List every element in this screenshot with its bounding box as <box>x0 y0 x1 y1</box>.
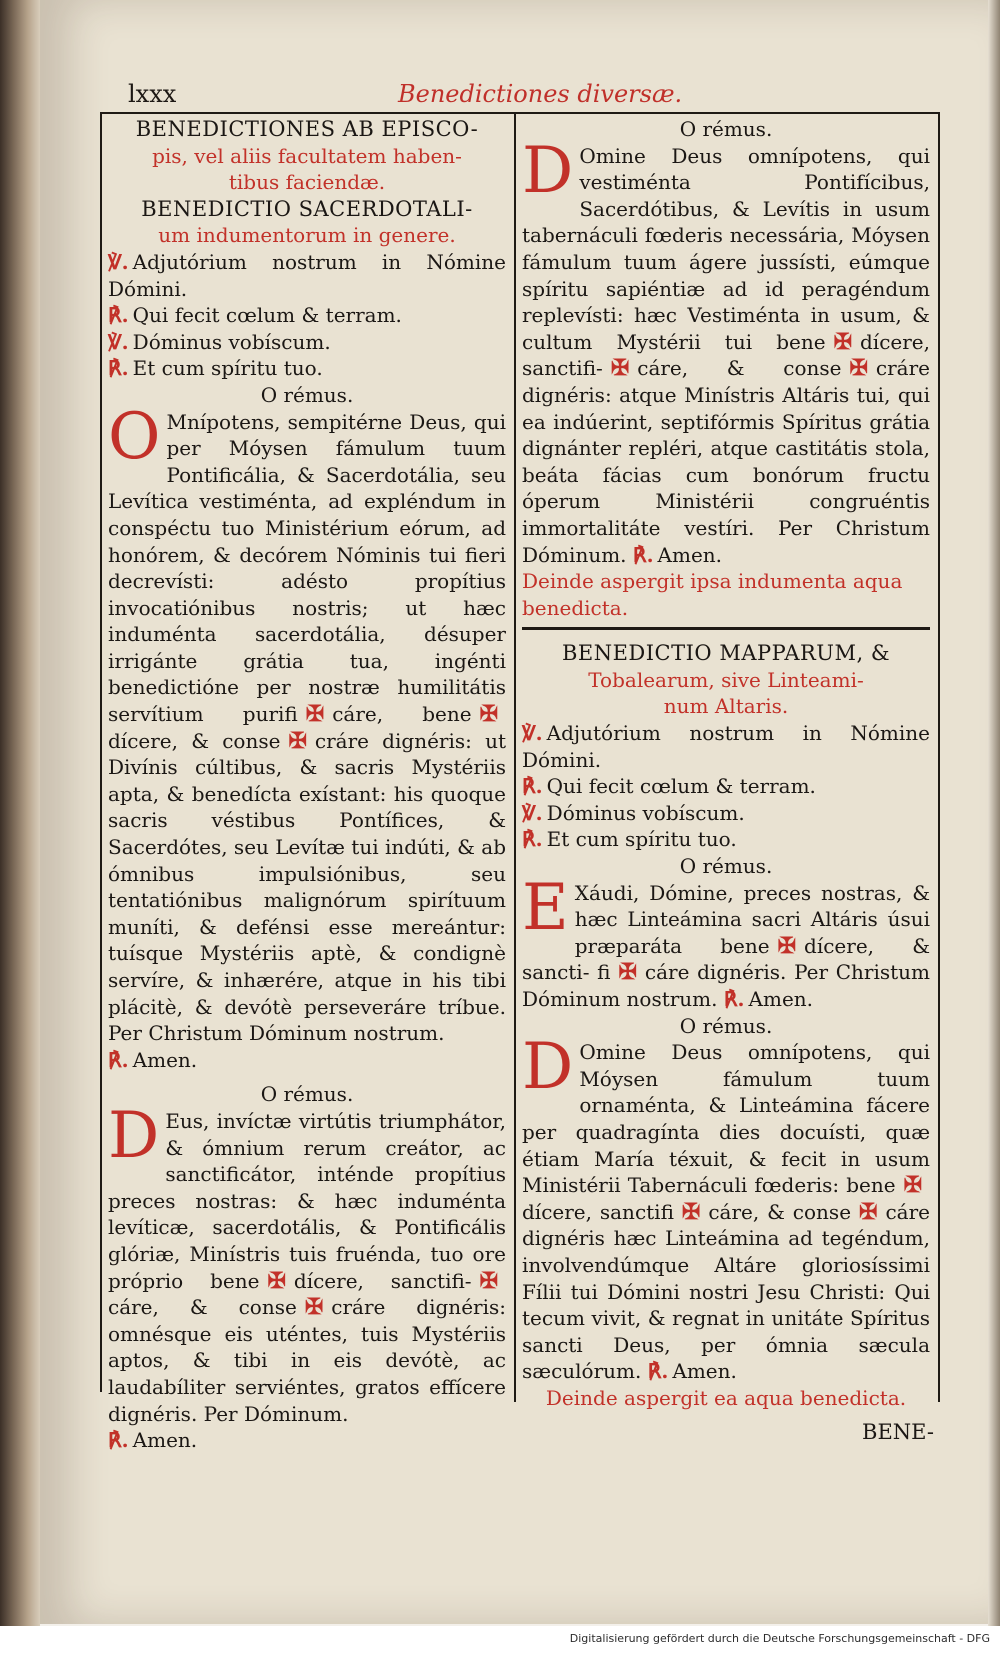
cross-icon: ✠ <box>618 959 637 986</box>
response-symbol: ℟. <box>522 774 543 799</box>
response-symbol: ℟. <box>108 303 129 328</box>
versicle: ℣. Dóminus vobíscum. <box>108 329 331 354</box>
prayer-text: D Eus, invíctæ virtútis triumphátor, & ómnium rerum creátor, ac sanctificátor, inténde propítius preces nostras: & hæc induménta levíticæ, sacerdotális, & Pontificális glóriæ, Minístris tuis fruénda, tuo ore próprio bene ✠ dícere, sanctifi- ✠cáre, & conse ✠ cráre dignéris: omnésque eis uténtes, tuis Mystériis aptos, & tibi in eis devótè, ac laudabíliter serviéntes, gratos effícere dignéris. Per Dóminum. <box>108 1098 506 1426</box>
blessing-title-rubric: um indumentorum in genere. <box>158 223 456 248</box>
response: ℟. Amen. <box>108 1428 198 1453</box>
prayer-text: D Omine Deus omnípotens, qui Móysen fámulum tuum ornaménta, & Linteámina fácere per quadragínta dies docuísti, quæ étiam María téxuit, & fecit in usum Ministérii Tabernáculi fœderis: bene ✠dícere, sanctifi ✠ cáre, & conse ✠ cáre dignéris hæc Linteámina ad tegéndum, involvendúmque Altáre gloriosíssimi Fílii tui Dómini nostri Jesu Christi: Qui tecum vivit, & regnat in unitáte Spíritus sancti Deus, per ómnia sæcula sæculórum. ℟. Amen. <box>522 1030 930 1384</box>
running-head <box>128 80 968 112</box>
section-heading: BENEDICTIONES AB EPISCO- <box>135 117 479 141</box>
rubric-instruction: Deinde aspergit ipsa indumenta aqua benedicta. <box>522 569 903 620</box>
response-symbol: ℟. <box>108 1428 129 1453</box>
response: ℟. Qui fecit cœlum & terram. <box>522 774 816 799</box>
blessing-title-rubric: Tobalearum, sive Linteami- <box>588 667 864 692</box>
oremus-heading: O rémus. <box>679 854 773 879</box>
drop-capital: E <box>522 870 569 945</box>
cross-icon: ✠ <box>305 701 325 728</box>
cross-icon: ✠ <box>777 932 797 959</box>
cross-icon: ✠ <box>288 727 307 754</box>
column-divider <box>514 112 516 1402</box>
cross-icon: ✠ <box>833 328 852 355</box>
response: ℟. Et cum spíritu tuo. <box>522 827 737 852</box>
prayer-text: E Xáudi, Dómine, preces nostras, & hæc Linteámina sacri Altáris úsui præparáta bene ✠ dícere, & sancti- fi ✠ cáre dignéris. Per Christum Dóminum nostrum. ℟. Amen. <box>522 870 931 1011</box>
cross-icon: ✠ <box>903 1172 922 1199</box>
right-border <box>938 112 940 1402</box>
left-column <box>108 116 506 1454</box>
response-symbol: ℟. <box>632 542 654 567</box>
left-border <box>100 112 102 1392</box>
response-symbol: ℟. <box>108 356 129 381</box>
digitization-footer <box>0 1626 1000 1654</box>
cross-icon: ✠ <box>479 1267 498 1294</box>
cross-icon: ✠ <box>681 1198 701 1225</box>
response-symbol: ℟. <box>522 827 543 852</box>
versicle: ℣. Adjutórium nostrum in Nómine Dómini. <box>522 721 930 772</box>
cross-icon: ✠ <box>849 355 868 382</box>
prayer-text: D Omine Deus omnípotens, qui vestiménta Pontifícibus, Sacerdótibus, & Levítis in usum tabernáculi fœderis necessária, Móysen fámulum tuum ágere jussísti, eúmque spíritu sapiéntiæ ad id peragéndum replevísti: hæc Vestiménta in usum, & cultum Mystérii tui bene ✠ dícere, sanctifi- ✠ cáre, & conse ✠ cráre dignéris: atque Minístris Altáris tui, qui ea indúerint, septifórmis Spíritus grátia dignánter repléri, atque castitátis stola, beáta fácias cum bonórum fructu óperum Ministérii congruéntis immortalitáte vestíri. Per Christum Dóminum. ℟. Amen. <box>522 133 930 567</box>
versicle-symbol: ℣. <box>108 329 129 354</box>
versicle-symbol: ℣. <box>522 800 543 825</box>
response-symbol: ℟. <box>108 1047 129 1072</box>
drop-capital: D <box>522 133 574 208</box>
versicle: ℣. Adjutórium nostrum in Nómine Dómini. <box>108 249 506 301</box>
footer-credit: Digitalisierung gefördert durch die Deutsche Forschungsgemeinschaft - DFG <box>569 1632 990 1645</box>
versicle-symbol: ℣. <box>108 249 129 274</box>
cross-icon: ✠ <box>267 1267 286 1294</box>
right-column <box>522 116 930 1412</box>
running-title: Benedictiones diversæ. <box>398 80 683 108</box>
section-divider <box>522 627 930 630</box>
response-symbol: ℟. <box>647 1359 669 1384</box>
response: ℟. Qui fecit cœlum & terram. <box>108 303 402 328</box>
page-edge <box>988 0 1000 1654</box>
versicle-symbol: ℣. <box>522 721 543 746</box>
response: ℟. Amen. <box>108 1047 198 1072</box>
folio-number: lxxx <box>128 80 177 108</box>
section-heading-rubric: tibus faciendæ. <box>228 170 386 195</box>
cross-icon: ✠ <box>859 1198 878 1225</box>
catchword: BENE- <box>862 1420 934 1444</box>
oremus-heading: O rémus. <box>260 382 354 407</box>
blessing-title: BENEDICTIO MAPPARUM, & <box>561 641 891 666</box>
versicle: ℣. Dóminus vobíscum. <box>522 800 745 825</box>
drop-capital: D <box>108 1098 160 1173</box>
oremus-heading: O rémus. <box>260 1082 354 1107</box>
drop-capital: O <box>108 399 161 474</box>
book-binding <box>0 0 40 1654</box>
header-rule <box>100 112 940 114</box>
section-heading-rubric: pis, vel aliis facultatem haben- <box>152 143 462 168</box>
cross-icon: ✠ <box>304 1294 324 1321</box>
response-symbol: ℟. <box>723 987 745 1011</box>
oremus-heading: O rémus. <box>679 1013 773 1038</box>
blessing-title: BENEDICTIO SACERDOTALI- <box>141 196 473 221</box>
cross-icon: ✠ <box>479 701 498 728</box>
cross-icon: ✠ <box>610 355 630 382</box>
blessing-title-rubric: num Altaris. <box>663 694 789 719</box>
prayer-text: O Mnípotens, sempitérne Deus, qui per Móysen fámulum tuum Pontificália, & Sacerdotália, seu Levítica vestiménta, ad expléndum in conspéctu tuo Ministérium eórum, ad honórem, & decórem Nóminis tui fieri decrevísti: adésto propítius invocatiónibus nostris; ut hæc induménta sacerdotália, désuper irrigánte grátia tua, ingénti benedictióne per nostræ humilitátis servítium purifi ✠ cáre, bene ✠dícere, & conse ✠ cráre dignéris: ut Divínis cúltibus, & sacris Mystériis apta, & benedícta exístant: his quoque sacris véstibus Pontífices, & Sacerdótes, seu Levítæ tui indúti, & ab ómnibus impulsiónibus, seu tentatiónibus malignórum spirítuum muníti, & defénsi esse mereántur: tuísque Mystériis aptè, & condignè servíre, & inhærére, atque in his tibi plácitè, & devótè perseveráre tríbue. Per Christum Dóminum nostrum. <box>108 399 506 1046</box>
response: ℟. Et cum spíritu tuo. <box>108 356 323 381</box>
drop-capital: D <box>522 1030 574 1105</box>
oremus-heading: O rémus. <box>679 117 773 141</box>
rubric-instruction: Deinde aspergit ea aqua benedicta. <box>545 1385 907 1410</box>
